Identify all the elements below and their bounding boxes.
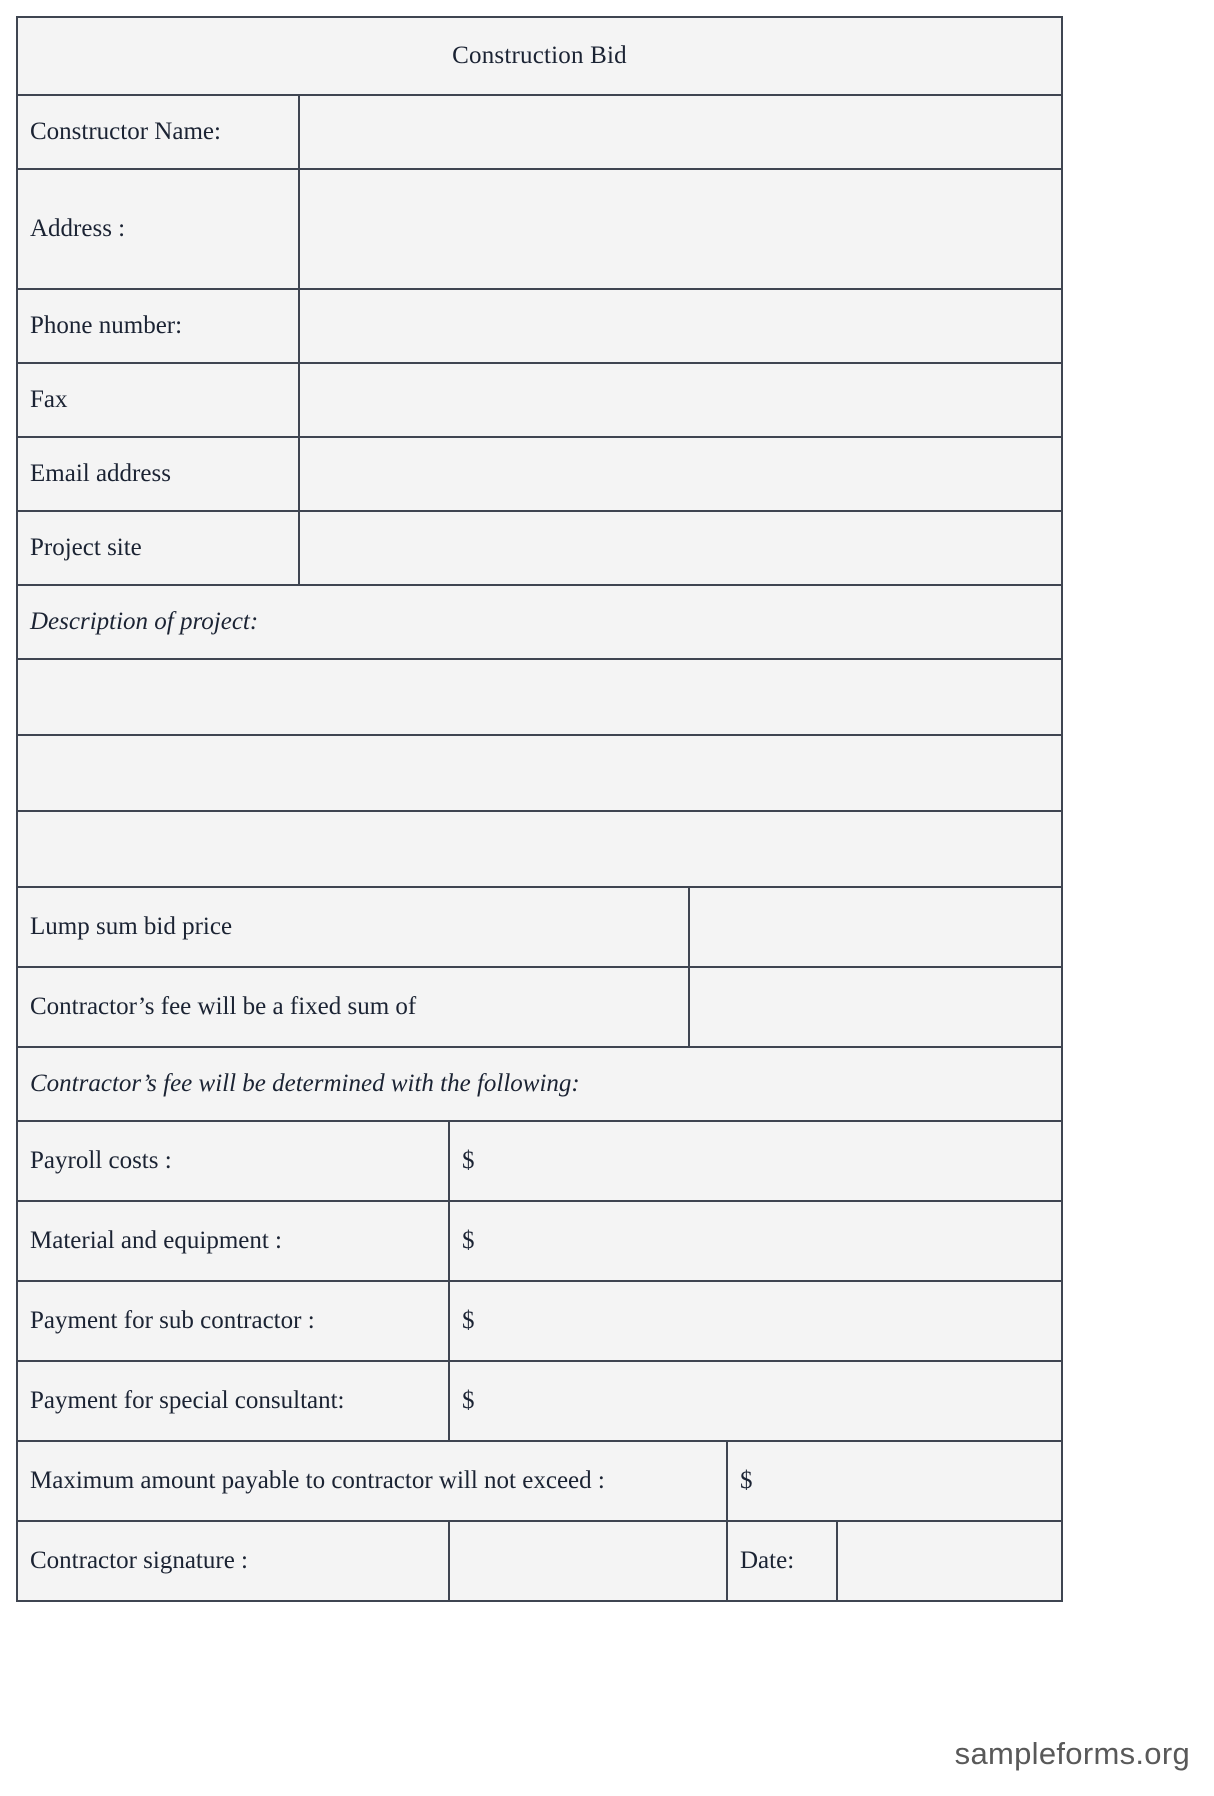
label-payment-for-sub-contractor: Payment for sub contractor : [17, 1281, 449, 1361]
field-row-constructor-name [17, 95, 1062, 169]
fee-row-payroll-costs [17, 1121, 1062, 1201]
input-payment-for-sub-contractor[interactable] [449, 1281, 1062, 1361]
field-row-project-site [17, 511, 1062, 585]
label-lump-sum-bid-price: Lump sum bid price [17, 887, 689, 967]
description-line-row [17, 735, 1062, 811]
label-address: Address : [17, 169, 299, 289]
row-signature-and-date [17, 1521, 1062, 1601]
label-fax: Fax [17, 363, 299, 437]
label-date: Date: [727, 1521, 837, 1601]
input-fixed-fee-sum[interactable] [689, 967, 1062, 1047]
input-description-line-1[interactable] [17, 659, 1062, 735]
field-row-fixed-fee-sum [17, 967, 1062, 1047]
input-payment-for-special-consultant[interactable] [449, 1361, 1062, 1441]
watermark-sampleforms: sampleforms.org [954, 1736, 1190, 1771]
input-material-and-equipment[interactable] [449, 1201, 1062, 1281]
currency-symbol-payroll-costs: $ [462, 1147, 475, 1175]
label-project-site: Project site [17, 511, 299, 585]
construction-bid-form [16, 16, 1061, 1602]
label-contractor-signature: Contractor signature : [17, 1521, 449, 1601]
currency-symbol-sub-contractor: $ [462, 1307, 475, 1335]
label-maximum-amount: Maximum amount payable to contractor will not exceed : [17, 1441, 727, 1521]
input-description-line-3[interactable] [17, 811, 1062, 887]
field-row-phone-number [17, 289, 1062, 363]
input-address[interactable] [299, 169, 1062, 289]
section-heading-description: Description of project: [17, 585, 1062, 659]
input-contractor-signature[interactable] [449, 1521, 727, 1601]
input-lump-sum-bid-price[interactable] [689, 887, 1062, 967]
fee-row-sub-contractor [17, 1281, 1062, 1361]
description-line-row [17, 811, 1062, 887]
input-phone-number[interactable] [299, 289, 1062, 363]
currency-symbol-maximum-amount: $ [740, 1467, 753, 1495]
label-payment-for-special-consultant: Payment for special consultant: [17, 1361, 449, 1441]
fee-row-special-consultant [17, 1361, 1062, 1441]
title-row [17, 17, 1062, 95]
form-table [16, 16, 1063, 1602]
label-email-address: Email address [17, 437, 299, 511]
input-constructor-name[interactable] [299, 95, 1062, 169]
section-row-description [17, 585, 1062, 659]
label-constructor-name: Constructor Name: [17, 95, 299, 169]
label-phone-number: Phone number: [17, 289, 299, 363]
label-payroll-costs: Payroll costs : [17, 1121, 449, 1201]
field-row-email-address [17, 437, 1062, 511]
page-title: Construction Bid [17, 17, 1062, 95]
currency-symbol-material-and-equipment: $ [462, 1227, 475, 1255]
fee-row-material-and-equipment [17, 1201, 1062, 1281]
field-row-address [17, 169, 1062, 289]
input-payroll-costs[interactable] [449, 1121, 1062, 1201]
row-maximum-amount [17, 1441, 1062, 1521]
input-description-line-2[interactable] [17, 735, 1062, 811]
label-fixed-fee-sum: Contractor’s fee will be a fixed sum of [17, 967, 689, 1047]
input-fax[interactable] [299, 363, 1062, 437]
description-line-row [17, 659, 1062, 735]
label-material-and-equipment: Material and equipment : [17, 1201, 449, 1281]
input-maximum-amount[interactable] [727, 1441, 1062, 1521]
input-date[interactable] [837, 1521, 1062, 1601]
field-row-fax [17, 363, 1062, 437]
currency-symbol-special-consultant: $ [462, 1387, 475, 1415]
section-row-fee-determination [17, 1047, 1062, 1121]
field-row-lump-sum-bid-price [17, 887, 1062, 967]
input-project-site[interactable] [299, 511, 1062, 585]
section-heading-fee-determination: Contractor’s fee will be determined with the following: [17, 1047, 1062, 1121]
input-email-address[interactable] [299, 437, 1062, 511]
